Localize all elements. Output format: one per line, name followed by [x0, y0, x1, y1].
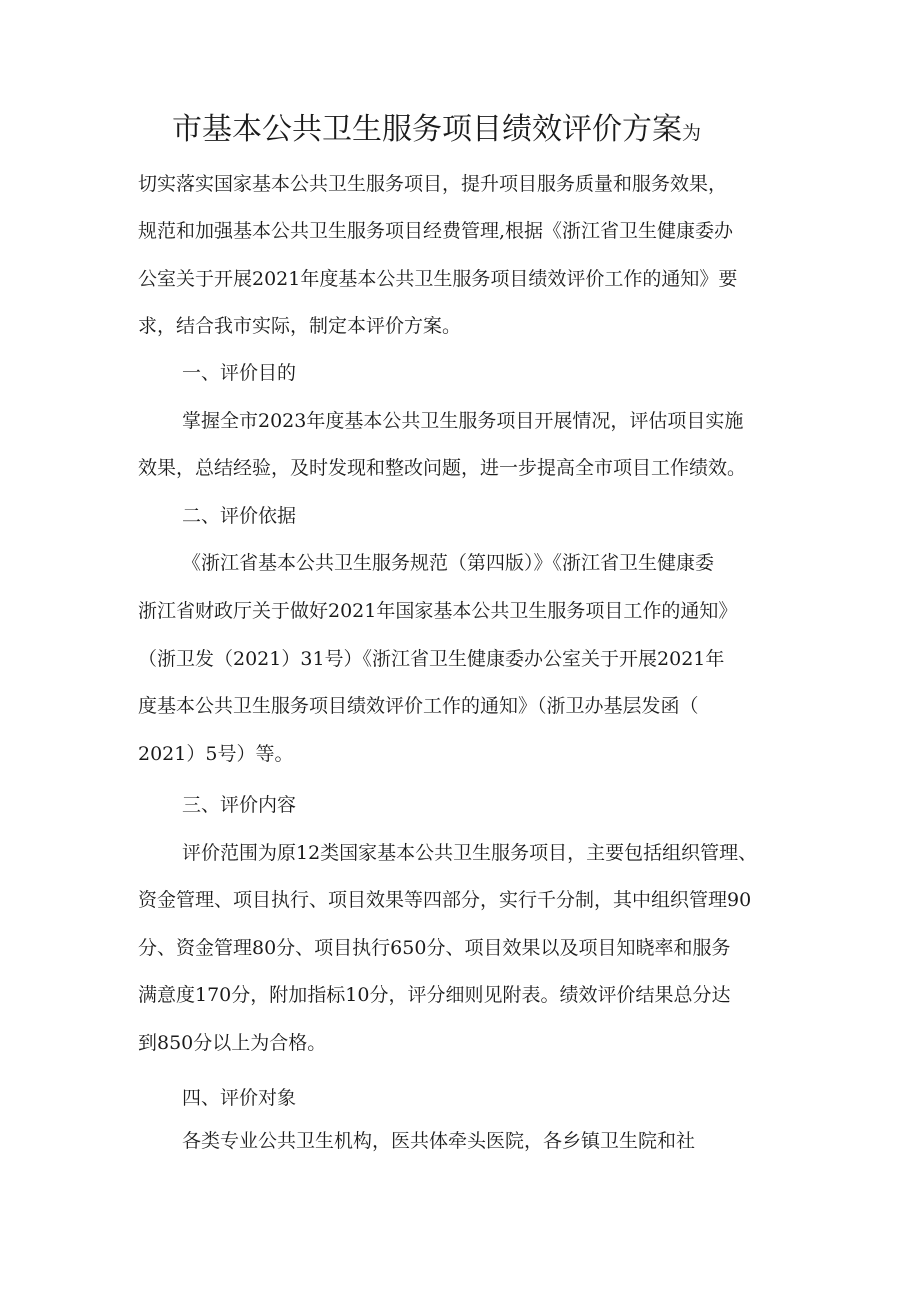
intro-line-3: 公室关于开展2021年度基本公共卫生服务项目绩效评价工作的通知》要 — [138, 268, 738, 290]
intro-line-1: 切实落实国家基本公共卫生服务项目，提升项目服务质量和服务效果， — [138, 173, 728, 195]
title-text: 市基本公共卫生服务项目绩效评价方案 — [172, 112, 682, 147]
section1-line-2: 效果，总结经验，及时发现和整改问题，进一步提高全市项目工作绩效。 — [138, 457, 747, 479]
title-tail: 为 — [682, 122, 702, 144]
section3-line-5: 到850分以上为合格。 — [138, 1032, 327, 1054]
section4-heading: 四、评价对象 — [182, 1087, 297, 1109]
section2-line-2: 浙江省财政厅关于做好2021年国家基本公共卫生服务项目工作的通知》 — [138, 600, 738, 622]
section3-line-4: 满意度170分，附加指标10分，评分细则见附表。绩效评价结果总分达 — [138, 984, 731, 1006]
section3-heading: 三、评价内容 — [182, 794, 297, 816]
section2-heading: 二、评价依据 — [182, 505, 297, 527]
section3-line-3: 分、资金管理80分、项目执行650分、项目效果以及项目知晓率和服务 — [138, 937, 731, 959]
document-title — [172, 110, 701, 153]
section2-line-4: 度基本公共卫生服务项目绩效评价工作的通知》（浙卫办基层发函（ — [138, 695, 699, 717]
section2-line-3: （浙卫发（2021）31号）《浙江省卫生健康委办公室关于开展2021年 — [138, 648, 725, 670]
section2-line-1: 《浙江省基本公共卫生服务规范（第四版）》《浙江省卫生健康委 — [182, 552, 715, 574]
section3-line-2: 资金管理、项目执行、项目效果等四部分，实行千分制，其中组织管理90 — [138, 889, 752, 911]
section2-line-5: 2021）5号）等。 — [138, 743, 294, 765]
section3-line-1: 评价范围为原12类国家基本公共卫生服务项目，主要包括组织管理、 — [182, 842, 758, 864]
intro-line-4: 求，结合我市实际，制定本评价方案。 — [138, 315, 462, 337]
section1-heading: 一、评价目的 — [182, 362, 297, 384]
intro-line-2: 规范和加强基本公共卫生服务项目经费管理,根据《浙江省卫生健康委办 — [138, 220, 734, 242]
section4-line-1: 各类专业公共卫生机构，医共体牵头医院，各乡镇卫生院和社 — [182, 1130, 696, 1152]
section1-line-1: 掌握全市2023年度基本公共卫生服务项目开展情况，评估项目实施 — [182, 410, 744, 432]
